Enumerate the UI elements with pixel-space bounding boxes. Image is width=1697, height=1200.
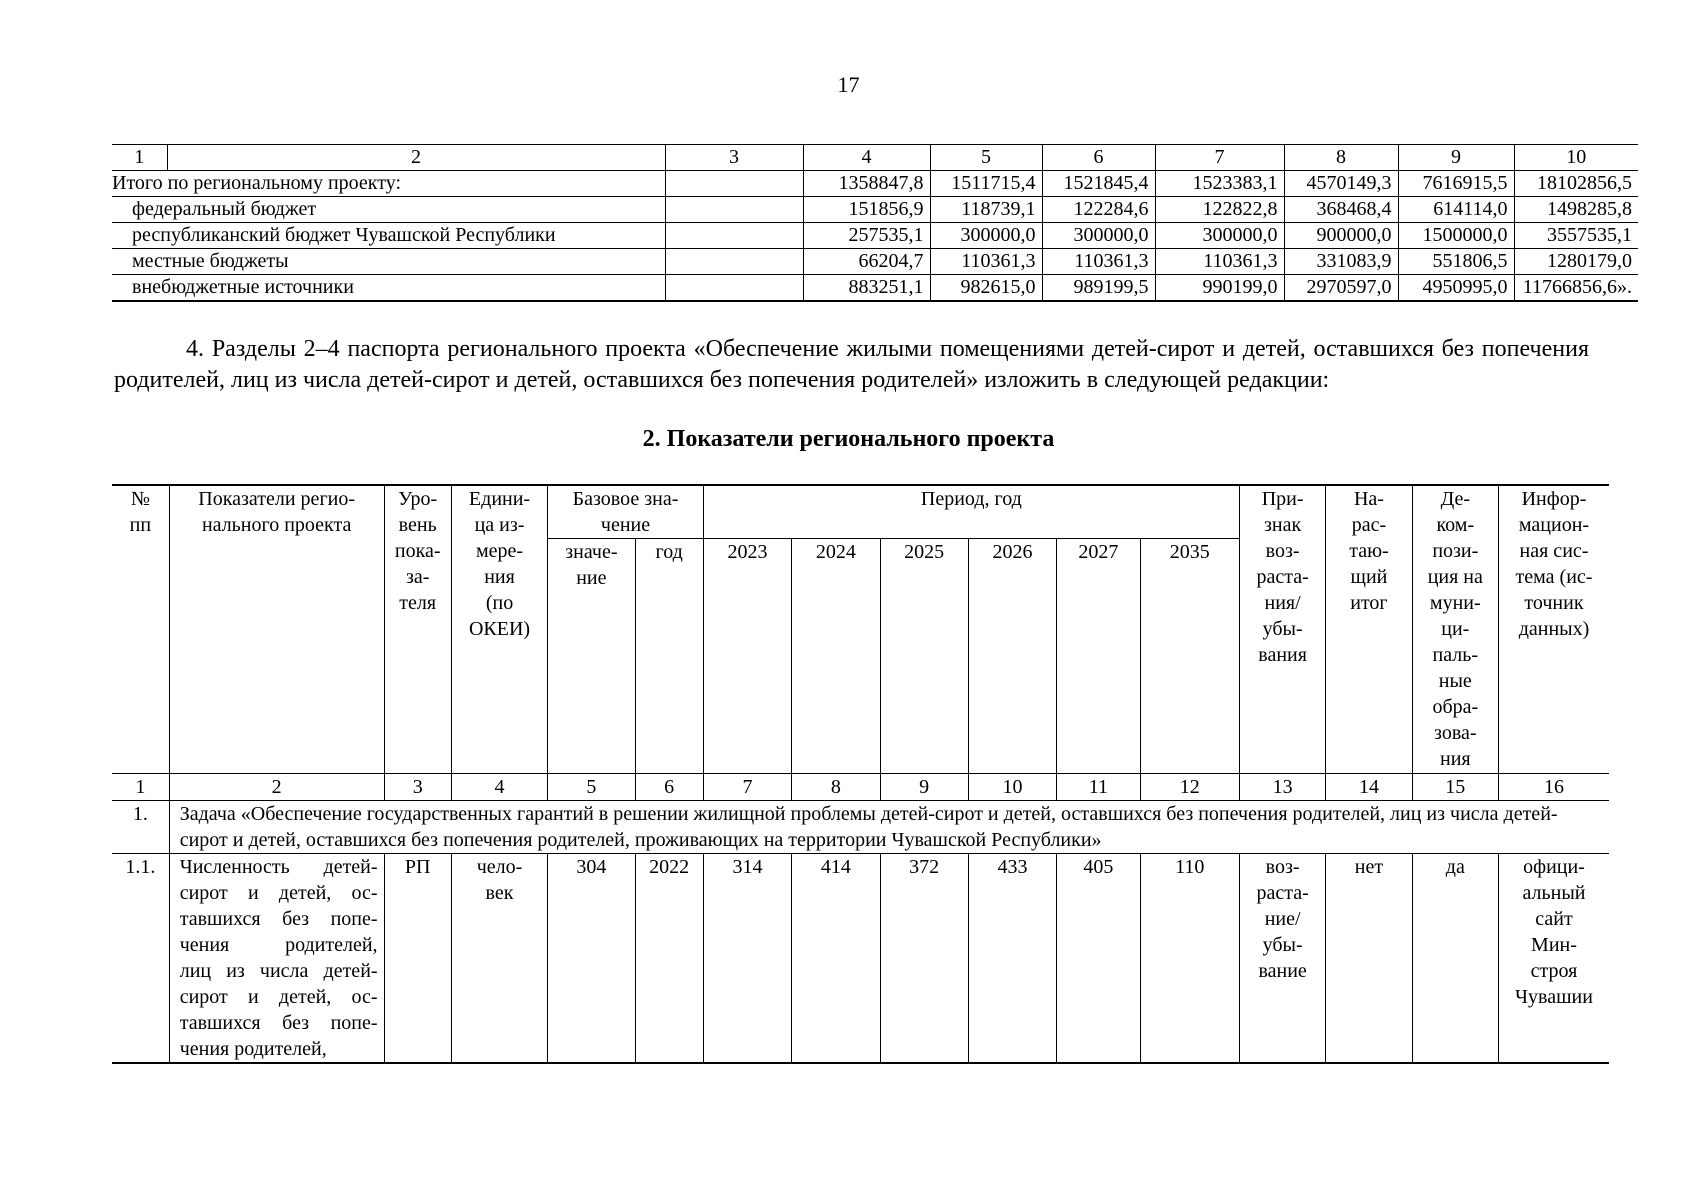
finance-value-cell: 66204,7 bbox=[803, 249, 930, 275]
amendment-paragraph: 4. Разделы 2–4 паспорта регионального проекта «Обеспечение жилыми помещениями детей-сирот и детей, оставшихся без попечения родителей, лиц из числа детей-сирот и детей, оставшихся без попечения родителей» изложить в следующей редакции: bbox=[114, 336, 1589, 393]
cell-line: убы- bbox=[1262, 618, 1303, 640]
finance-value-cell: 122284,6 bbox=[1042, 197, 1155, 223]
cell-line: Едини- bbox=[468, 488, 531, 510]
cell-line: теля bbox=[399, 592, 437, 614]
header-cumulative bbox=[1326, 485, 1412, 774]
cell-line: таю- bbox=[1349, 540, 1389, 562]
finance-row-label: местные бюджеты bbox=[112, 249, 665, 275]
cell-line: нального проекта bbox=[201, 514, 352, 536]
task-number: 1. bbox=[112, 801, 169, 854]
finance-value-cell: 990199,0 bbox=[1155, 275, 1284, 302]
cell-line: ния/ bbox=[1264, 592, 1301, 614]
finance-header-cell: 4 bbox=[803, 145, 930, 171]
header-period: Период, год bbox=[703, 485, 1239, 539]
cell-line: ния bbox=[484, 566, 515, 588]
cell-line: (по bbox=[485, 592, 514, 614]
finance-header-cell: 9 bbox=[1398, 145, 1514, 171]
cell-line: мацион- bbox=[1518, 514, 1590, 536]
cell-line: вание bbox=[1258, 960, 1307, 982]
row-year-value: 433 bbox=[968, 854, 1056, 1064]
column-number-cell: 4 bbox=[451, 774, 547, 801]
finance-value-cell: 300000,0 bbox=[1042, 223, 1155, 249]
cell-line: точник bbox=[1524, 592, 1584, 614]
header-level bbox=[384, 485, 451, 774]
cell-line: данных) bbox=[1518, 618, 1590, 640]
cell-line: щий bbox=[1350, 566, 1388, 588]
finance-value-cell: 110361,3 bbox=[930, 249, 1042, 275]
cell-line: чело- bbox=[476, 856, 523, 878]
section-title: 2. Показатели регионального проекта bbox=[642, 426, 1055, 452]
cell-line: ная сис- bbox=[1519, 540, 1589, 562]
header-num bbox=[112, 485, 169, 774]
table-row bbox=[112, 854, 1609, 1064]
finance-empty-cell bbox=[665, 249, 803, 275]
header-year-2026: 2026 bbox=[968, 539, 1056, 774]
finance-value-cell: 18102856,5 bbox=[1514, 171, 1638, 197]
page-number: 17 bbox=[837, 72, 860, 97]
cell-line: знак bbox=[1264, 514, 1302, 536]
header-year-2035: 2035 bbox=[1140, 539, 1239, 774]
column-number-cell: 9 bbox=[880, 774, 968, 801]
cell-line: пока- bbox=[394, 540, 441, 562]
column-number-cell: 1 bbox=[112, 774, 169, 801]
finance-header-cell: 8 bbox=[1284, 145, 1398, 171]
column-numbers-row bbox=[112, 774, 1609, 801]
finance-row bbox=[112, 223, 1638, 249]
column-number-cell: 11 bbox=[1057, 774, 1140, 801]
finance-value-cell: 368468,4 bbox=[1284, 197, 1398, 223]
cell-line: мере- bbox=[475, 540, 524, 562]
row-year-value: 414 bbox=[792, 854, 880, 1064]
finance-value-cell: 1498285,8 bbox=[1514, 197, 1638, 223]
header-indicator bbox=[169, 485, 384, 774]
cell-line: пп bbox=[129, 514, 152, 536]
finance-row-label: федеральный бюджет bbox=[112, 197, 665, 223]
finance-value-cell: 1523383,1 bbox=[1155, 171, 1284, 197]
cell-line: убы- bbox=[1262, 934, 1303, 956]
column-number-cell: 12 bbox=[1140, 774, 1239, 801]
cell-line: При- bbox=[1261, 488, 1304, 510]
finance-value-cell: 11766856,6». bbox=[1514, 275, 1638, 302]
cell-line: ция на bbox=[1427, 566, 1483, 588]
finance-value-cell: 110361,3 bbox=[1155, 249, 1284, 275]
cell-line: воз- bbox=[1265, 540, 1300, 562]
cell-line: сирот и детей, ос- bbox=[179, 882, 378, 904]
row-base-value: 304 bbox=[548, 854, 635, 1064]
finance-value-cell: 257535,1 bbox=[803, 223, 930, 249]
row-sign bbox=[1239, 854, 1325, 1064]
cell-line: за- bbox=[405, 566, 430, 588]
column-number-cell: 6 bbox=[635, 774, 703, 801]
cell-line: ные bbox=[1438, 670, 1472, 692]
cell-line: тавшихся без попе- bbox=[179, 908, 378, 930]
cell-line: вания bbox=[1258, 644, 1307, 666]
finance-empty-cell bbox=[665, 197, 803, 223]
column-number-cell: 8 bbox=[792, 774, 880, 801]
cell-line: паль- bbox=[1432, 644, 1479, 666]
finance-row bbox=[112, 197, 1638, 223]
header-decomposition bbox=[1412, 485, 1498, 774]
finance-value-cell: 4570149,3 bbox=[1284, 171, 1398, 197]
finance-value-cell: 614114,0 bbox=[1398, 197, 1514, 223]
header-base-value bbox=[548, 539, 635, 774]
header-year-2027: 2027 bbox=[1057, 539, 1140, 774]
finance-value-cell: 122822,8 bbox=[1155, 197, 1284, 223]
finance-empty-cell bbox=[665, 275, 803, 302]
header-sign bbox=[1239, 485, 1325, 774]
finance-header-cell: 5 bbox=[930, 145, 1042, 171]
cell-line: вень bbox=[398, 514, 437, 536]
finance-value-cell: 900000,0 bbox=[1284, 223, 1398, 249]
finance-header-row bbox=[112, 145, 1638, 171]
task-row bbox=[112, 801, 1609, 854]
cell-line: Мин- bbox=[1531, 934, 1577, 956]
cell-line: лиц из числа детей- bbox=[179, 960, 378, 982]
cell-line: зова- bbox=[1434, 722, 1477, 744]
column-number-cell: 3 bbox=[384, 774, 451, 801]
header-unit bbox=[451, 485, 547, 774]
cell-line: Де- bbox=[1440, 488, 1471, 510]
finance-value-cell: 982615,0 bbox=[930, 275, 1042, 302]
finance-header-cell: 2 bbox=[167, 145, 665, 171]
column-number-cell: 2 bbox=[169, 774, 384, 801]
header-year-2023: 2023 bbox=[703, 539, 791, 774]
column-number-cell: 15 bbox=[1412, 774, 1498, 801]
row-base-year: 2022 bbox=[635, 854, 703, 1064]
column-number-cell: 16 bbox=[1498, 774, 1609, 801]
column-number-cell: 14 bbox=[1326, 774, 1412, 801]
cell-line: Показатели регио- bbox=[198, 488, 356, 510]
cell-line: ца из- bbox=[474, 514, 525, 536]
cell-line: ние/ bbox=[1264, 908, 1301, 930]
cell-line: ние bbox=[576, 567, 607, 589]
finance-header-cell: 1 bbox=[112, 145, 167, 171]
cell-line: обра- bbox=[1432, 696, 1479, 718]
cell-line: № bbox=[130, 488, 150, 510]
finance-row bbox=[112, 249, 1638, 275]
cell-line: альный bbox=[1522, 882, 1586, 904]
finance-value-cell: 151856,9 bbox=[803, 197, 930, 223]
finance-value-cell: 300000,0 bbox=[930, 223, 1042, 249]
cell-line: офици- bbox=[1523, 856, 1585, 878]
finance-header-cell: 10 bbox=[1514, 145, 1638, 171]
header-year-2024: 2024 bbox=[792, 539, 880, 774]
row-unit bbox=[451, 854, 547, 1064]
finance-row-label: Итого по региональному проекту: bbox=[112, 171, 665, 197]
cell-line: раста- bbox=[1256, 882, 1309, 904]
header-base-year: год bbox=[635, 539, 703, 774]
cell-line: рас- bbox=[1351, 514, 1387, 536]
cell-line: значе- bbox=[565, 541, 618, 563]
row-info-system bbox=[1498, 854, 1609, 1064]
finance-row-label: внебюджетные источники bbox=[112, 275, 665, 302]
row-year-value: 110 bbox=[1140, 854, 1239, 1064]
finance-value-cell: 1521845,4 bbox=[1042, 171, 1155, 197]
cell-line: На- bbox=[1353, 488, 1384, 510]
cell-line: Уро- bbox=[398, 488, 438, 510]
row-year-value: 372 bbox=[880, 854, 968, 1064]
cell-line: Чувашии bbox=[1515, 986, 1593, 1008]
row-level: РП bbox=[384, 854, 451, 1064]
cell-line: Базовое зна- bbox=[572, 488, 679, 510]
cell-line: пози- bbox=[1432, 540, 1479, 562]
cell-line: чения родителей, bbox=[179, 934, 378, 956]
finance-row bbox=[112, 171, 1638, 197]
finance-value-cell: 1500000,0 bbox=[1398, 223, 1514, 249]
cell-line: строя bbox=[1530, 960, 1578, 982]
finance-value-cell: 300000,0 bbox=[1155, 223, 1284, 249]
row-year-value: 314 bbox=[703, 854, 791, 1064]
column-number-cell: 7 bbox=[703, 774, 791, 801]
cell-line: ци- bbox=[1441, 618, 1470, 640]
row-year-value: 405 bbox=[1057, 854, 1140, 1064]
cell-line: Численность детей- bbox=[179, 856, 378, 878]
cell-line: сирот и детей, ос- bbox=[179, 986, 378, 1008]
finance-value-cell: 2970597,0 bbox=[1284, 275, 1398, 302]
cell-line: век bbox=[485, 882, 514, 904]
finance-empty-cell bbox=[665, 171, 803, 197]
finance-value-cell: 1511715,4 bbox=[930, 171, 1042, 197]
header-row-1 bbox=[112, 485, 1609, 539]
column-number-cell: 13 bbox=[1239, 774, 1325, 801]
cell-line: сайт bbox=[1535, 908, 1573, 930]
cell-line: ком- bbox=[1436, 514, 1475, 536]
finance-value-cell: 551806,5 bbox=[1398, 249, 1514, 275]
row-number: 1.1. bbox=[112, 854, 169, 1064]
finance-value-cell: 883251,1 bbox=[803, 275, 930, 302]
cell-line: Инфор- bbox=[1521, 488, 1587, 510]
finance-row-label: республиканский бюджет Чувашской Республики bbox=[112, 223, 665, 249]
cell-line: раста- bbox=[1256, 566, 1309, 588]
finance-header-cell: 7 bbox=[1155, 145, 1284, 171]
row-cumulative: нет bbox=[1326, 854, 1412, 1064]
cell-line: чения родителей, bbox=[179, 1038, 327, 1060]
cell-line: чение bbox=[600, 514, 651, 536]
header-year-2025: 2025 bbox=[880, 539, 968, 774]
finance-value-cell: 118739,1 bbox=[930, 197, 1042, 223]
cell-line: ния bbox=[1439, 748, 1471, 770]
finance-value-cell: 4950995,0 bbox=[1398, 275, 1514, 302]
indicators-table bbox=[112, 484, 1609, 1064]
finance-value-cell: 7616915,5 bbox=[1398, 171, 1514, 197]
finance-value-cell: 3557535,1 bbox=[1514, 223, 1638, 249]
cell-line: итог bbox=[1350, 592, 1388, 614]
finance-empty-cell bbox=[665, 223, 803, 249]
cell-line: тавшихся без попе- bbox=[179, 1012, 378, 1034]
finance-value-cell: 989199,5 bbox=[1042, 275, 1155, 302]
cell-line: воз- bbox=[1265, 856, 1300, 878]
header-info-system bbox=[1498, 485, 1609, 774]
finance-value-cell: 1358847,8 bbox=[803, 171, 930, 197]
finance-header-cell: 3 bbox=[665, 145, 803, 171]
row-decomposition: да bbox=[1412, 854, 1498, 1064]
cell-line: муни- bbox=[1429, 592, 1481, 614]
cell-line: ОКЕИ) bbox=[468, 618, 531, 640]
cell-line: тема (ис- bbox=[1515, 566, 1593, 588]
column-number-cell: 5 bbox=[548, 774, 635, 801]
finance-value-cell: 1280179,0 bbox=[1514, 249, 1638, 275]
finance-table bbox=[112, 144, 1638, 302]
finance-value-cell: 110361,3 bbox=[1042, 249, 1155, 275]
row-indicator bbox=[169, 854, 384, 1064]
task-text: Задача «Обеспечение государственных гарантий в решении жилищной проблемы детей-сирот и детей, оставшихся без попечения родителей, лиц из числа детей-сирот и детей, оставшихся без попечения родителей, проживающих на территории Чувашской Республики» bbox=[169, 801, 1609, 854]
header-base bbox=[548, 485, 704, 539]
finance-value-cell: 331083,9 bbox=[1284, 249, 1398, 275]
column-number-cell: 10 bbox=[968, 774, 1056, 801]
finance-header-cell: 6 bbox=[1042, 145, 1155, 171]
finance-row bbox=[112, 275, 1638, 302]
